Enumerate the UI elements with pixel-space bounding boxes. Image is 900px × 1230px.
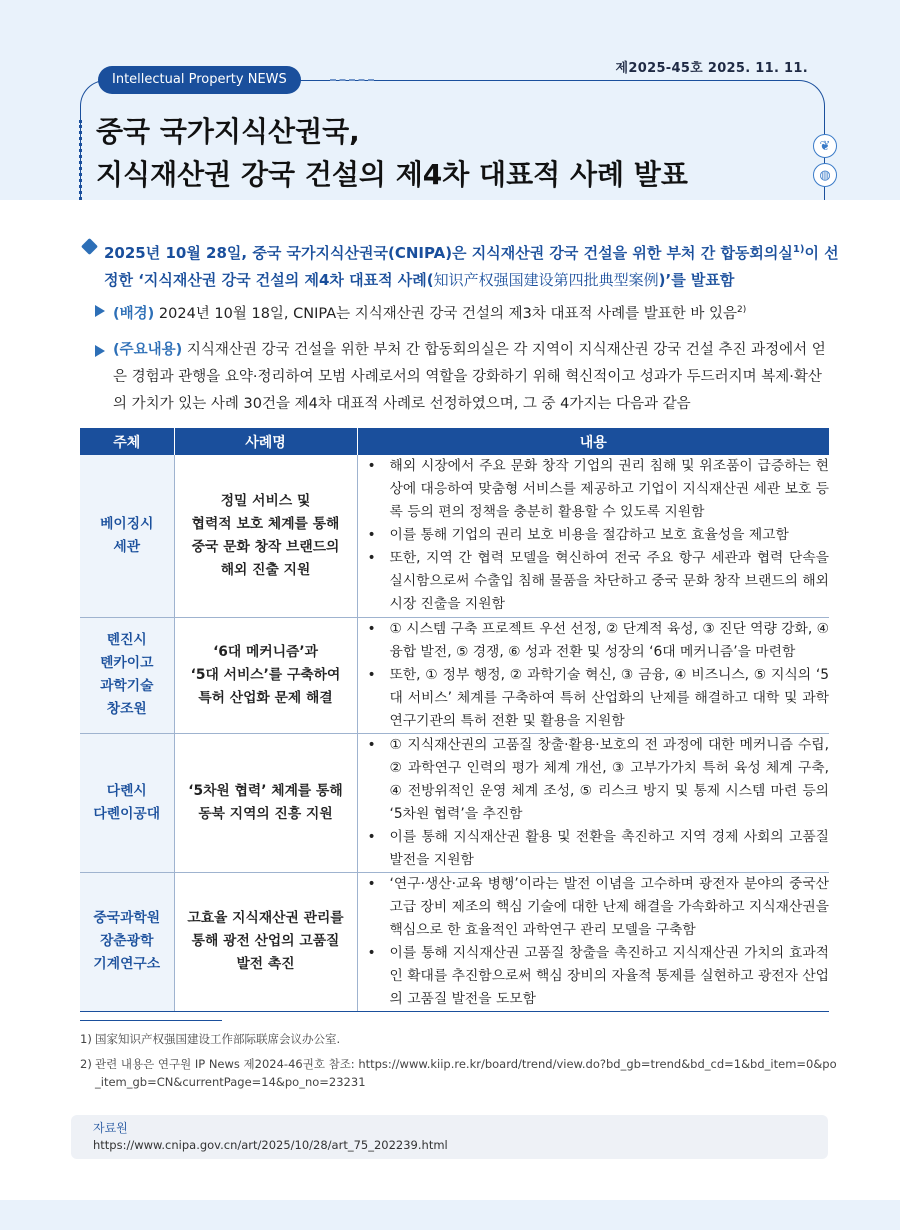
footnote-1 xyxy=(80,1030,840,1048)
row-subject xyxy=(80,617,174,733)
content-list xyxy=(358,734,830,872)
subject-line: 톈진시 xyxy=(106,632,147,648)
header-case: 사례명 xyxy=(174,428,357,455)
row-case-name xyxy=(174,872,357,1011)
footnote-text[interactable]: 관련 내용은 연구원 IP News 제2024-46권호 참조: https://www.kiip.re.kr/board/trend/view.do?bd_gb=trend&bd_cd=1&bd_item=0&po_item_gb=CN&currentPage=14&po_no=23231 xyxy=(95,1057,837,1089)
lead-text-part3: )’를 발표함 xyxy=(658,271,735,289)
case-line: 정밀 서비스 및 xyxy=(220,492,311,509)
bullet-text: 2024년 10월 18일, CNIPA는 지식재산권 강국 건설의 제3차 대표적 사례를 발표한 바 있음 xyxy=(158,305,738,322)
source-box xyxy=(71,1115,828,1159)
footnote-divider xyxy=(80,1020,222,1021)
content-item: • 또한, ① 정부 행정, ② 과학기술 혁신, ③ 금융, ④ 비즈니스, ⑤ 지식의 ‘5대 서비스’ 체계를 구축하여 특허 산업화의 난제를 해결하고 대학 및 과학연구기관의 특허 전환 및 활용을 지원함 xyxy=(358,664,830,733)
header-subject: 주체 xyxy=(80,428,174,455)
row-content xyxy=(357,617,829,733)
footnote-text: 国家知识产权强国建设工作部际联席会议办公室. xyxy=(95,1032,341,1046)
content-item: • 또한, 지역 간 협력 모델을 혁신하여 전국 주요 항구 세관과 협력 단속을 실시함으로써 수출입 침해 물품을 차단하고 중국 문화 창작 브랜드의 해외 시장 진출을 지원함 xyxy=(358,547,830,616)
subject-line: 세관 xyxy=(113,538,141,555)
row-case-name xyxy=(174,617,357,733)
case-line: 중국 문화 창작 브랜드의 xyxy=(191,538,340,555)
badge-decoration xyxy=(330,79,374,81)
content-item: • ① 지식재산권의 고품질 창출·활용·보호의 전 과정에 대한 메커니즘 수립, ② 과학연구 인력의 평가 체계 개선, ③ 고부가가치 특허 육성 체계 구축, ④ 전방위적인 운영 체계 조성, ⑤ 리스크 방지 및 통제 시스템 마련 등의 ‘5차원 협력’을 추진함 xyxy=(358,734,830,826)
table-row xyxy=(80,872,829,1011)
case-line: 고효율 지식재산권 관리를 xyxy=(187,910,344,926)
subject-line: 창조원 xyxy=(106,701,147,717)
case-line: 특허 산업화 문제 해결 xyxy=(198,689,333,706)
subject-line: 장춘광학 xyxy=(100,933,154,949)
leaf-icon: ❦ xyxy=(813,134,837,158)
lead-chinese-title: 知识产权强国建设第四批典型案例 xyxy=(433,271,659,289)
content-item: • 이를 통해 지식재산권 고품질 창출을 촉진하고 지식재산권 가치의 효과적인 확대를 추진함으로써 핵심 장비의 자율적 통제를 실현하고 광전자 산업의 고품질 발전을 도모함 xyxy=(358,942,830,1011)
bullet-tag: (주요내용) xyxy=(113,342,183,358)
content-item: • 이를 통해 기업의 권리 보호 비용을 절감하고 보호 효율성을 제고함 xyxy=(358,524,830,547)
subject-line: 다롄시 xyxy=(106,782,147,799)
row-case-name xyxy=(174,733,357,872)
globe-icon: ◍ xyxy=(813,163,837,187)
diamond-bullet-icon xyxy=(81,238,98,255)
case-line: ‘6대 메커니즘’과 xyxy=(213,643,318,660)
footer-band xyxy=(0,1200,900,1230)
source-url[interactable]: https://www.cnipa.gov.cn/art/2025/10/28/art_75_202239.html xyxy=(93,1138,448,1152)
page-title xyxy=(96,110,688,196)
header-content: 내용 xyxy=(357,428,829,455)
title-frame-dots xyxy=(79,120,82,200)
content-item: • ‘연구·생산·교육 병행’이라는 발전 이념을 고수하며 광전자 분야의 중국산 고급 장비 제조의 핵심 기술에 대한 난제 해결을 가속화하고 지식재산권을 핵심으로 한 효율적인 과학연구 관리 모델을 구축함 xyxy=(358,873,830,942)
case-line: 협력적 보호 체계를 통해 xyxy=(191,515,340,532)
subject-line: 과학기술 xyxy=(100,678,154,694)
footnote-ref-2[interactable]: 2) xyxy=(737,305,747,315)
row-content xyxy=(357,872,829,1011)
content-item: • 해외 시장에서 주요 문화 창작 기업의 권리 침해 및 위조품이 급증하는 현상에 대응하여 맞춤형 서비스를 제공하고 기업이 지식재산권 세관 보호 등록 등의 편의 정책을 충분히 활용할 수 있도록 지원함 xyxy=(358,455,830,524)
issue-number: 제2025-45호 2025. 11. 11. xyxy=(615,61,808,76)
lead-paragraph xyxy=(82,236,842,294)
row-subject xyxy=(80,733,174,872)
footnote-2 xyxy=(80,1055,840,1091)
title-line-2: 지식재산권 강국 건설의 제4차 대표적 사례 발표 xyxy=(96,158,688,191)
row-content xyxy=(357,455,829,617)
row-subject xyxy=(80,455,174,617)
content-list xyxy=(358,618,830,733)
subject-line: 기계연구소 xyxy=(93,956,161,972)
lead-text xyxy=(104,236,842,294)
subject-line: 중국과학원 xyxy=(93,910,161,926)
case-line: 해외 진출 지원 xyxy=(220,561,311,578)
table-row xyxy=(80,455,829,617)
footnote-ref-1[interactable]: 1) xyxy=(792,244,805,255)
bullet-text: 지식재산권 강국 건설을 위한 부처 간 합동회의실은 각 지역이 지식재산권 강국 건설 추진 과정에서 얻은 경험과 관행을 요약·정리하여 모범 사례로서의 역할을 강화하기 위해 혁신적이고 성과가 두드러지며 복제·확산의 가치가 있는 사례 30건을 제4차 대표적 사례로 선정하였으며, 그 중 4가지는 다음과 같음 xyxy=(113,342,826,412)
subject-line: 톈카이고 xyxy=(100,655,154,671)
table-header-row xyxy=(80,428,829,455)
case-table xyxy=(80,428,829,1012)
lead-text-part2: 이 선정한 ‘지식재산권 강국 건설의 제4차 대표적 사례( xyxy=(104,244,839,289)
subject-line: 다롄이공대 xyxy=(93,805,161,822)
case-line: ‘5대 서비스’를 구축하여 xyxy=(190,666,341,683)
row-content xyxy=(357,733,829,872)
bullet-background xyxy=(95,297,835,328)
row-case-name xyxy=(174,455,357,617)
footnote-number: 2) xyxy=(80,1057,92,1071)
case-line: 통해 광전 산업의 고품질 xyxy=(191,933,340,949)
row-subject xyxy=(80,872,174,1011)
case-line: 발전 촉진 xyxy=(236,956,295,972)
content-item: • ① 시스템 구축 프로젝트 우선 선정, ② 단계적 육성, ③ 진단 역량 강화, ④ 융합 발전, ⑤ 경쟁, ⑥ 성과 전환 및 성장의 ‘6대 메커니즘’을 마련함 xyxy=(358,618,830,664)
content-list xyxy=(358,455,830,616)
case-line: ‘5차원 협력’ 체계를 통해 xyxy=(188,782,343,799)
triangle-bullet-icon xyxy=(95,305,105,317)
subject-line: 베이징시 xyxy=(100,515,154,532)
bullet-main-content xyxy=(95,337,835,418)
table-row xyxy=(80,733,829,872)
newsletter-badge: Intellectual Property NEWS xyxy=(98,66,301,94)
case-line: 동북 지역의 진흥 지원 xyxy=(198,805,333,822)
lead-text-part1: 2025년 10월 28일, 중국 국가지식산권국(CNIPA)은 지식재산권 강국 건설을 위한 부처 간 합동회의실 xyxy=(104,244,793,262)
content-item: • 이를 통해 지식재산권 활용 및 전환을 촉진하고 지역 경제 사회의 고품질 발전을 지원함 xyxy=(358,826,830,872)
source-label: 자료원 xyxy=(93,1121,128,1135)
bullet-tag: (배경) xyxy=(113,305,155,322)
footnote-number: 1) xyxy=(80,1032,92,1046)
triangle-bullet-icon xyxy=(95,345,105,357)
table-row xyxy=(80,617,829,733)
content-list xyxy=(358,873,830,1011)
title-line-1: 중국 국가지식산권국, xyxy=(96,115,360,148)
